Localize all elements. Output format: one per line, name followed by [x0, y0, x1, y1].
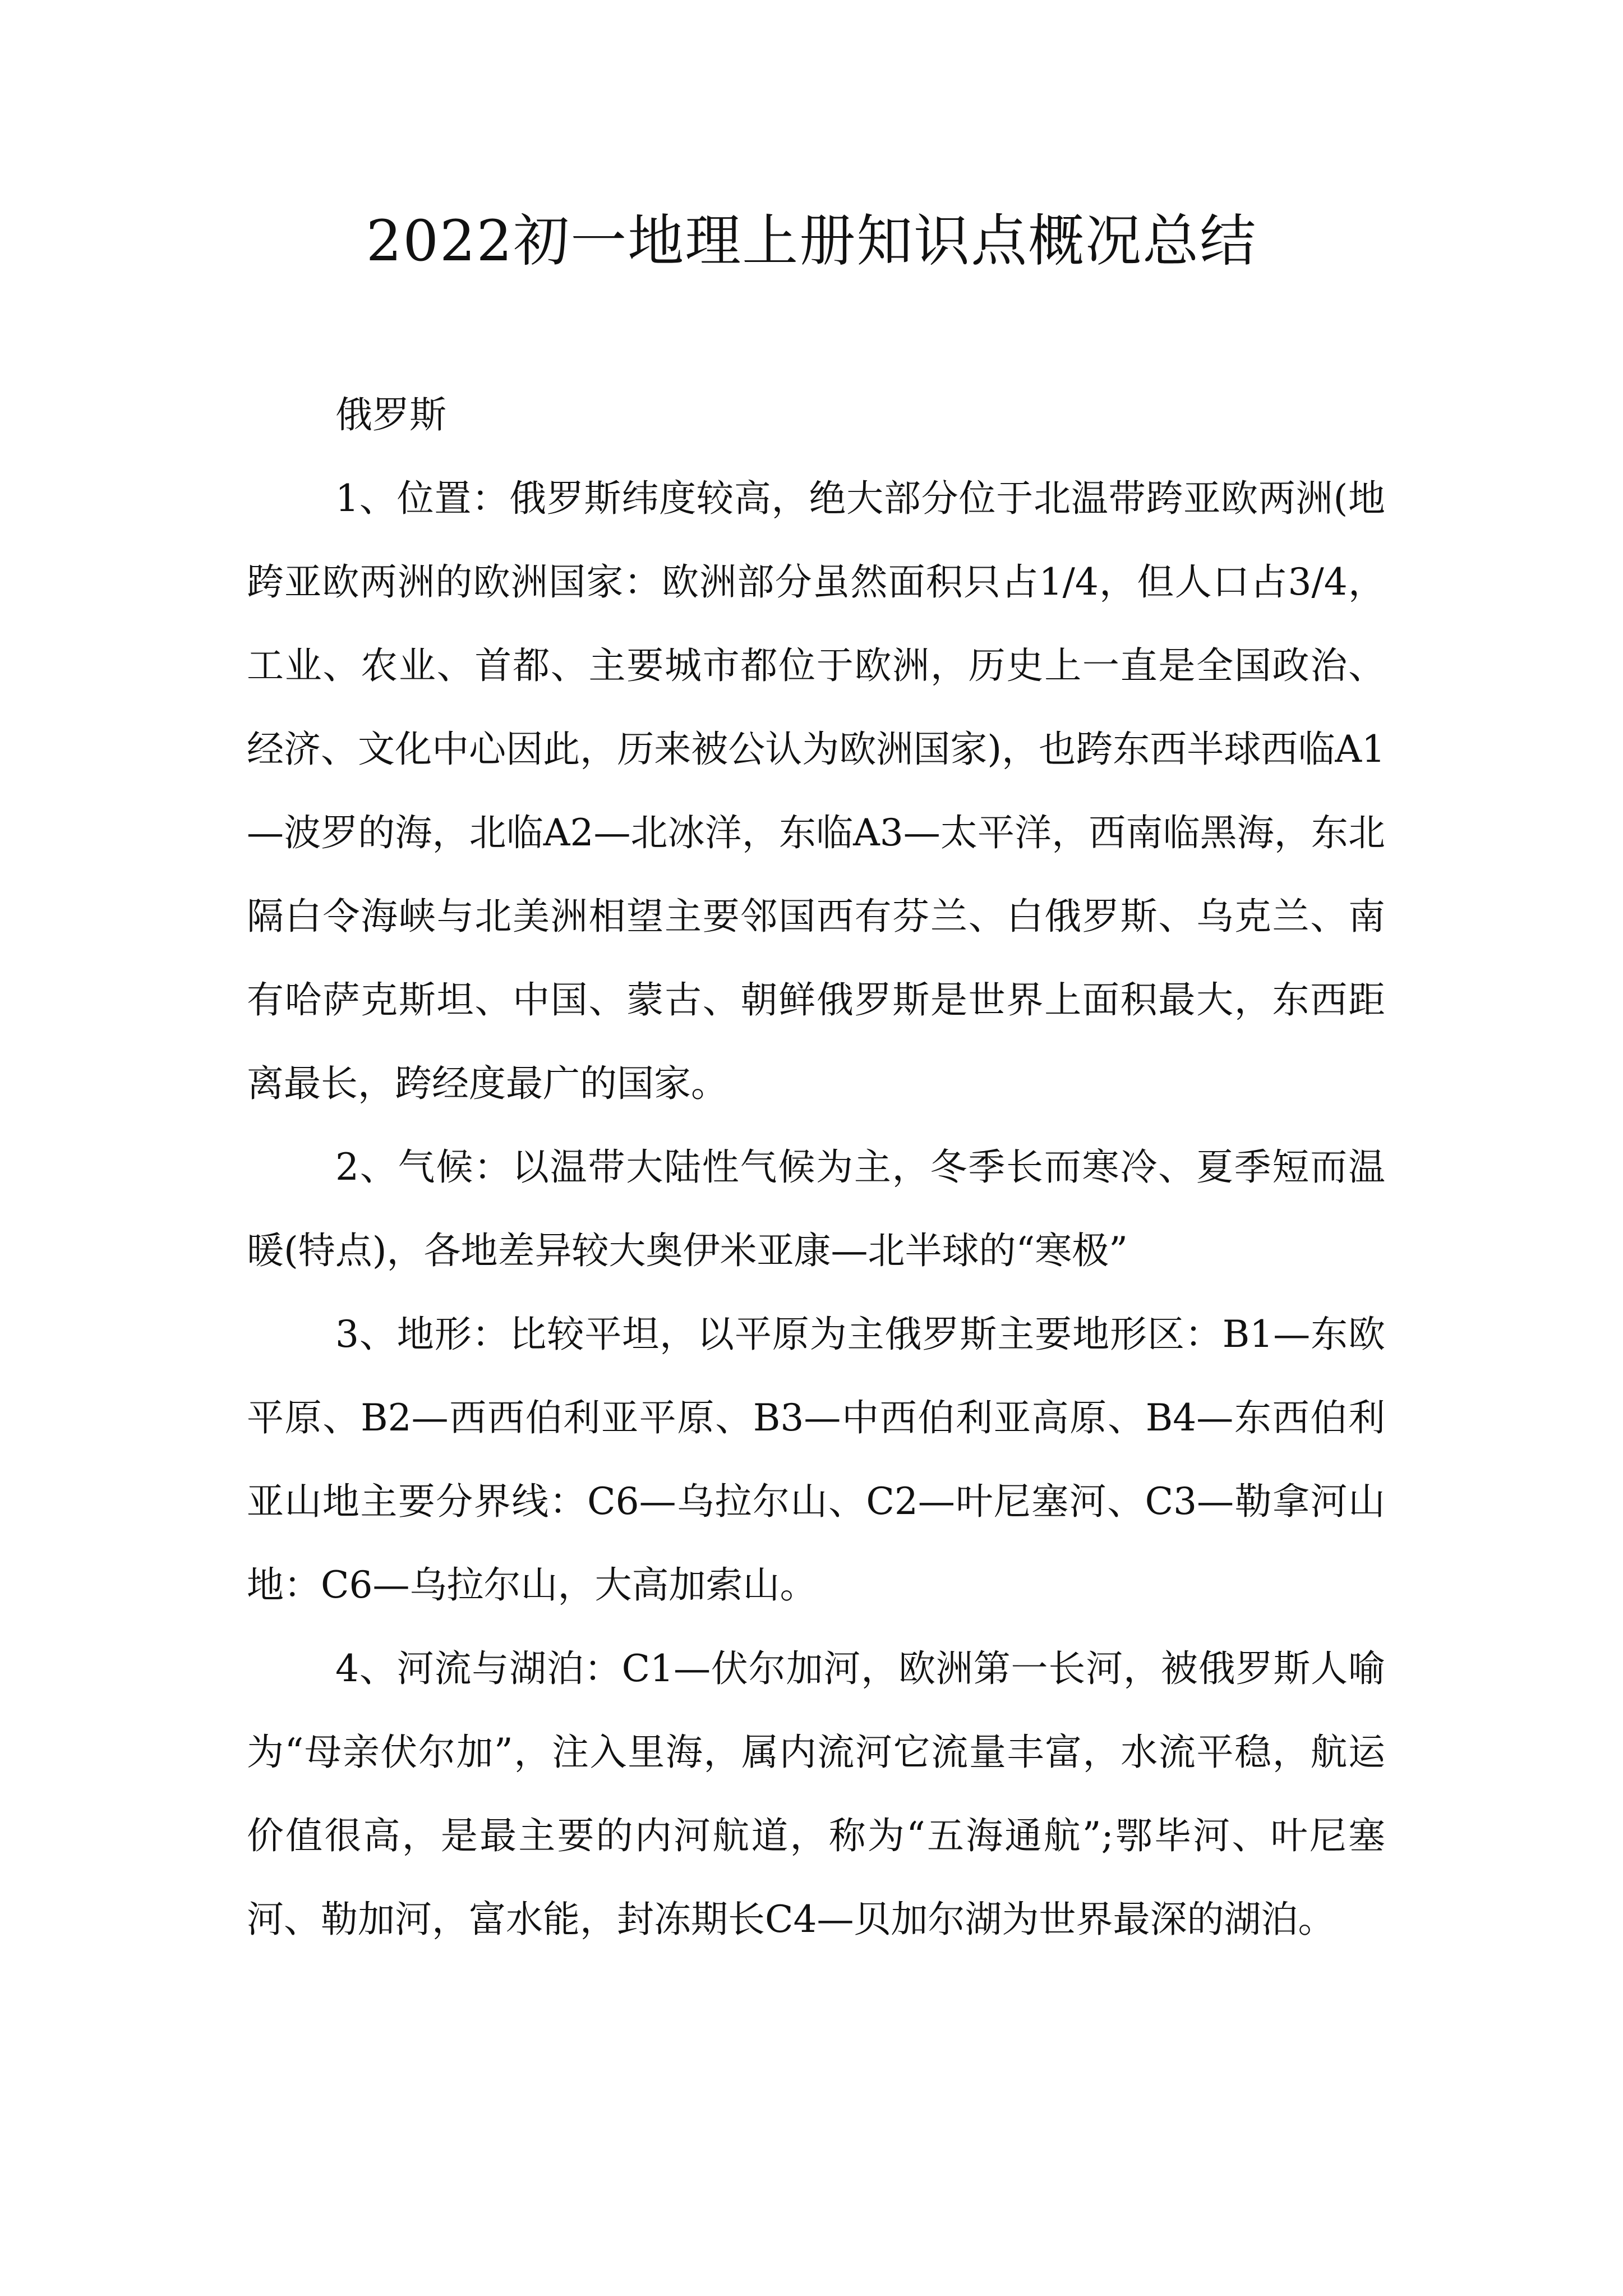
- document-title: 2022初一地理上册知识点概况总结: [366, 208, 1257, 274]
- document-body: [247, 373, 1385, 1961]
- paragraph-terrain: 3、地形：比较平坦，以平原为主俄罗斯主要地形区：B1—东欧平原、B2—西西伯利亚平原、B3—中西伯利亚高原、B4—东西伯利亚山地主要分界线：C6—乌拉尔山、C2—叶尼塞河、C3—勒拿河山地：C6—乌拉尔山，大高加索山。: [247, 1313, 1385, 1607]
- paragraph-location: 1、位置：俄罗斯纬度较高，绝大部分位于北温带跨亚欧两洲(地跨亚欧两洲的欧洲国家：欧洲部分虽然面积只占1/4，但人口占3/4，工业、农业、首都、主要城市都位于欧洲，历史上一直是全国政治、经济、文化中心因此，历来被公认为欧洲国家)，也跨东西半球西临A1—波罗的海，北临A2—北冰洋，东临A3—太平洋，西南临黑海，东北隔白令海峡与北美洲相望主要邻国西有芬兰、白俄罗斯、乌克兰、南有哈萨克斯坦、中国、蒙古、朝鲜俄罗斯是世界上面积最大，东西距离最长，跨经度最广的国家。: [247, 477, 1385, 1105]
- section-heading: 俄罗斯: [335, 393, 446, 436]
- paragraph-rivers-lakes: 4、河流与湖泊：C1—伏尔加河，欧洲第一长河，被俄罗斯人喻为“母亲伏尔加”，注入里海，属内流河它流量丰富，水流平稳，航运价值很高，是最主要的内河航道，称为“五海通航”;鄂毕河、叶尼塞河、勒加河，富水能，封冻期长C4—贝加尔湖为世界最深的湖泊。: [247, 1647, 1385, 1941]
- paragraph-climate: 2、气候：以温带大陆性气候为主，冬季长而寒冷、夏季短而温暖(特点)，各地差异较大奥伊米亚康—北半球的“寒极”: [247, 1145, 1385, 1272]
